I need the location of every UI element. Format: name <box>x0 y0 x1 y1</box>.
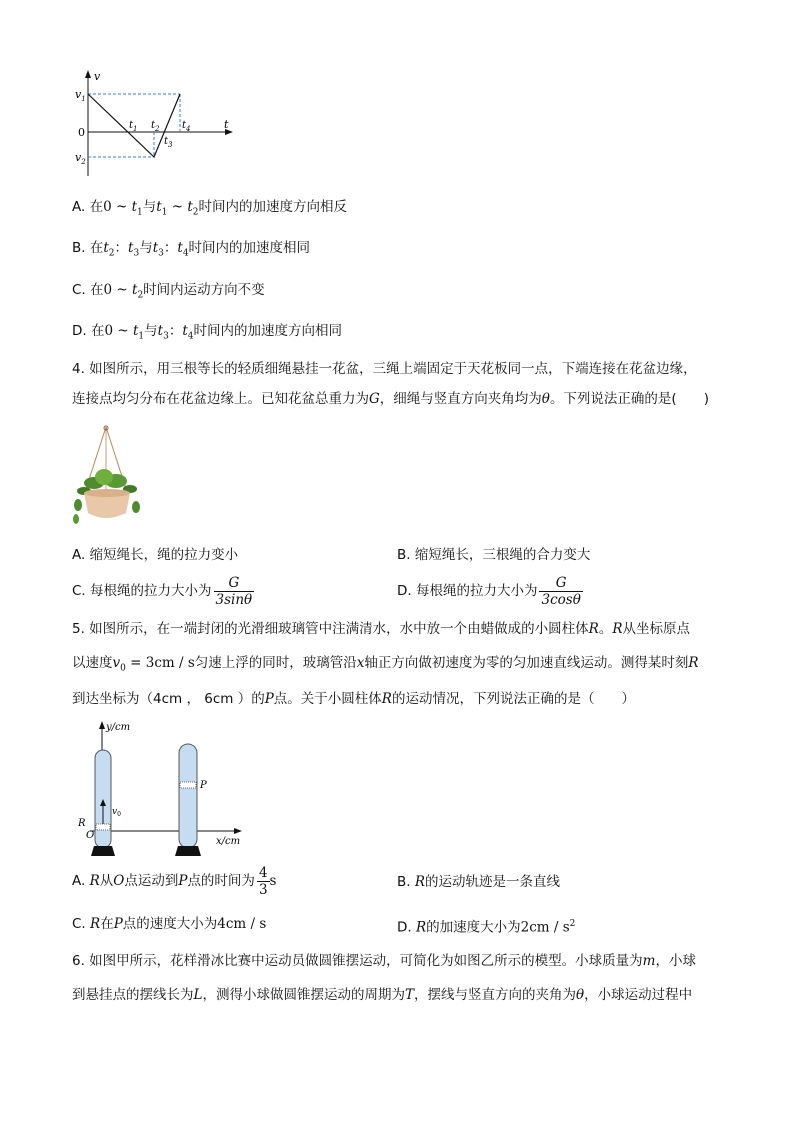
v-axis-arrow <box>85 70 91 78</box>
math: t <box>182 323 188 339</box>
q4-option-c <box>72 572 254 610</box>
text: 轴正方向做初速度为零的匀加速直线运动。测得某时刻 <box>364 655 689 671</box>
text: 的运动轨迹是一条直线 <box>425 874 561 890</box>
sub: 3 <box>158 248 164 259</box>
numerator: G <box>214 575 255 592</box>
fraction <box>539 575 582 608</box>
q5-option-a <box>72 862 276 900</box>
y-axis-label: y/cm <box>106 722 131 733</box>
v-axis-label: v <box>94 70 101 83</box>
math: 0 ~ <box>104 323 133 339</box>
math: G <box>369 391 380 407</box>
q4-stem-line2 <box>72 389 709 409</box>
denominator: 3 <box>258 881 268 898</box>
text: ，测得小球做圆锥摆运动的周期为 <box>202 987 405 1003</box>
math: t <box>156 199 162 215</box>
unit: s <box>269 873 277 889</box>
numerator: 4 <box>258 864 268 881</box>
text: ，摆线与竖直方向的夹角为 <box>413 987 576 1003</box>
text: 匀速上浮的同时，玻璃管沿 <box>194 655 357 671</box>
math: t <box>132 323 139 339</box>
math: R <box>89 873 100 889</box>
text: 到达坐标为（4cm ， 6cm ）的 <box>72 691 265 707</box>
v1-label: $v_1$ <box>75 88 86 103</box>
q4-stem-line1: 4. 如图所示，用三根等长的轻质细绳悬挂一花盆，三绳上端固定于天花板同一点，下端连接在花盆边缘， <box>72 361 697 377</box>
math: θ <box>575 987 585 1003</box>
sub: 1 <box>161 207 168 218</box>
vt-graph <box>75 68 238 180</box>
math: m <box>642 953 656 969</box>
text: 以速度 <box>72 655 113 671</box>
origin-label: O <box>86 830 95 841</box>
text: 点的速度大小为 <box>122 916 218 932</box>
text: 点运动到 <box>124 873 179 889</box>
x-axis-label: x/cm <box>216 836 241 847</box>
t2-label: $t_2$ <box>151 120 160 133</box>
sub: 2 <box>137 290 144 301</box>
hanging-flowerpot-image <box>70 425 146 529</box>
q4-option-b: B. 缩短绳长，三根绳的合力变大 <box>397 547 591 563</box>
sub: 3 <box>163 331 169 342</box>
sub: 4 <box>182 248 189 259</box>
text: 与 <box>142 199 157 215</box>
t3-label: $t_3$ <box>164 136 173 149</box>
text: 点的时间为 <box>187 873 255 889</box>
math: R <box>588 621 599 637</box>
q3-option-b <box>72 238 310 264</box>
t4-label: $t_4$ <box>182 120 191 133</box>
math: t <box>128 240 134 256</box>
text: 的运动情况，下列说法正确的是（ ） <box>391 691 635 707</box>
q3-option-a <box>72 197 347 223</box>
t1-label: $t_1$ <box>129 120 138 133</box>
v2-label: $v_2$ <box>75 151 86 166</box>
denominator: 3sinθ <box>215 591 253 608</box>
text: ，细绳与竖直方向夹角均为 <box>379 391 542 407</box>
text: 时间内的加速度相同 <box>188 240 311 256</box>
option-label: C. <box>72 282 86 298</box>
option-label: C. <box>72 916 86 932</box>
r-label: R <box>78 818 86 829</box>
sub: 1 <box>138 331 145 342</box>
text: 点。关于小圆柱体 <box>273 691 382 707</box>
math: t <box>177 240 183 256</box>
math: P <box>178 873 188 889</box>
q5-option-b <box>397 872 560 892</box>
math: t <box>157 323 164 339</box>
math: L <box>193 987 203 1003</box>
math: ~ <box>167 199 188 215</box>
text: ： <box>168 323 183 339</box>
option-label: D. <box>397 919 412 936</box>
text: 的加速度大小为 <box>426 919 521 936</box>
glass-tube-figure <box>72 716 252 858</box>
text: 与 <box>144 323 158 339</box>
math: 2cm / s <box>520 919 570 936</box>
q5-option-c <box>72 914 266 934</box>
q4-option-d <box>397 572 583 610</box>
q3-option-c <box>72 280 265 306</box>
text: 在 <box>90 323 105 339</box>
sub: 4 <box>187 331 194 342</box>
p-point-label: P <box>200 780 207 791</box>
math: T <box>404 987 414 1003</box>
fraction <box>257 865 270 898</box>
t-axis-label: t <box>224 118 229 131</box>
math: R <box>90 916 101 932</box>
option-label: D. <box>72 323 87 339</box>
text: 。 <box>598 621 613 637</box>
math: 0 ~ <box>103 199 132 215</box>
math: θ <box>541 391 550 407</box>
q6-stem-line1 <box>72 951 696 971</box>
q4-option-a: A. 缩短绳长，绳的拉力变小 <box>72 547 239 563</box>
math: t <box>131 199 138 215</box>
math: = 3cm / s <box>125 655 195 671</box>
q6-stem-line2 <box>72 985 692 1005</box>
math: t <box>152 240 159 256</box>
text: 与 <box>139 240 153 256</box>
math: R <box>414 874 426 890</box>
math: O <box>113 873 125 889</box>
x-axis-arrow <box>234 828 242 834</box>
zero-label: 0 <box>78 126 85 139</box>
text: 6. 如图甲所示，花样滑冰比赛中运动员做圆锥摆运动，可简化为如图乙所示的模型。小球质量为 <box>72 953 643 969</box>
text: 时间内的加速度方向相同 <box>193 323 342 339</box>
text: ，小球 <box>655 953 696 969</box>
math: t <box>132 282 138 298</box>
text: ，小球运动过程中 <box>584 987 693 1003</box>
sup: 2 <box>569 919 576 929</box>
math: R <box>415 919 427 936</box>
text: 在 <box>89 240 104 256</box>
math: P <box>264 691 274 707</box>
text: 在 <box>89 199 104 215</box>
math: x <box>356 655 365 671</box>
v0-label: $v_0$ <box>112 807 121 818</box>
fraction <box>214 575 255 608</box>
y-axis-arrow <box>99 721 105 729</box>
text: ： <box>114 240 129 256</box>
sub: 0 <box>120 663 126 674</box>
text: D. 每根绳的拉力大小为 <box>397 583 538 599</box>
text: 从 <box>99 873 114 889</box>
text: ： <box>163 240 178 256</box>
q5-stem-line3 <box>72 689 635 709</box>
q5-stem-line2 <box>72 653 699 679</box>
math: 4cm / s <box>217 916 267 932</box>
math: R <box>381 691 392 707</box>
math: R <box>688 655 699 671</box>
text: 5. 如图所示，在一端封闭的光滑细玻璃管中注满清水，水中放一个由蜡做成的小圆柱体 <box>72 621 589 637</box>
text: 连接点均匀分布在花盆边缘上。已知花盆总重力为 <box>72 391 369 407</box>
math: v <box>112 655 121 671</box>
sub: 2 <box>192 207 199 218</box>
math: R <box>612 621 623 637</box>
q5-option-d <box>397 914 575 938</box>
text: 在 <box>100 916 114 932</box>
text: 时间内运动方向不变 <box>143 282 265 298</box>
sub: 3 <box>133 248 140 259</box>
text: 在 <box>90 282 104 298</box>
math: t <box>187 199 193 215</box>
text: 时间内的加速度方向相反 <box>198 199 347 215</box>
numerator: G <box>539 575 582 592</box>
q3-option-d <box>72 321 342 347</box>
denominator: 3cosθ <box>541 591 581 608</box>
sub: 1 <box>137 207 143 218</box>
math: t <box>103 240 109 256</box>
option-label: A. <box>72 199 86 215</box>
math: P <box>113 916 123 932</box>
option-label: A. <box>72 873 86 889</box>
text: 从坐标原点 <box>622 621 691 637</box>
math: 0 ~ <box>103 282 132 298</box>
text: 。下列说法正确的是( ) <box>549 391 709 407</box>
text: C. 每根绳的拉力大小为 <box>72 583 212 599</box>
sub: 2 <box>108 248 115 259</box>
q5-stem-line1 <box>72 619 690 639</box>
option-label: B. <box>397 874 411 890</box>
text: 到悬挂点的摆线长为 <box>72 987 194 1003</box>
option-label: B. <box>72 240 86 256</box>
